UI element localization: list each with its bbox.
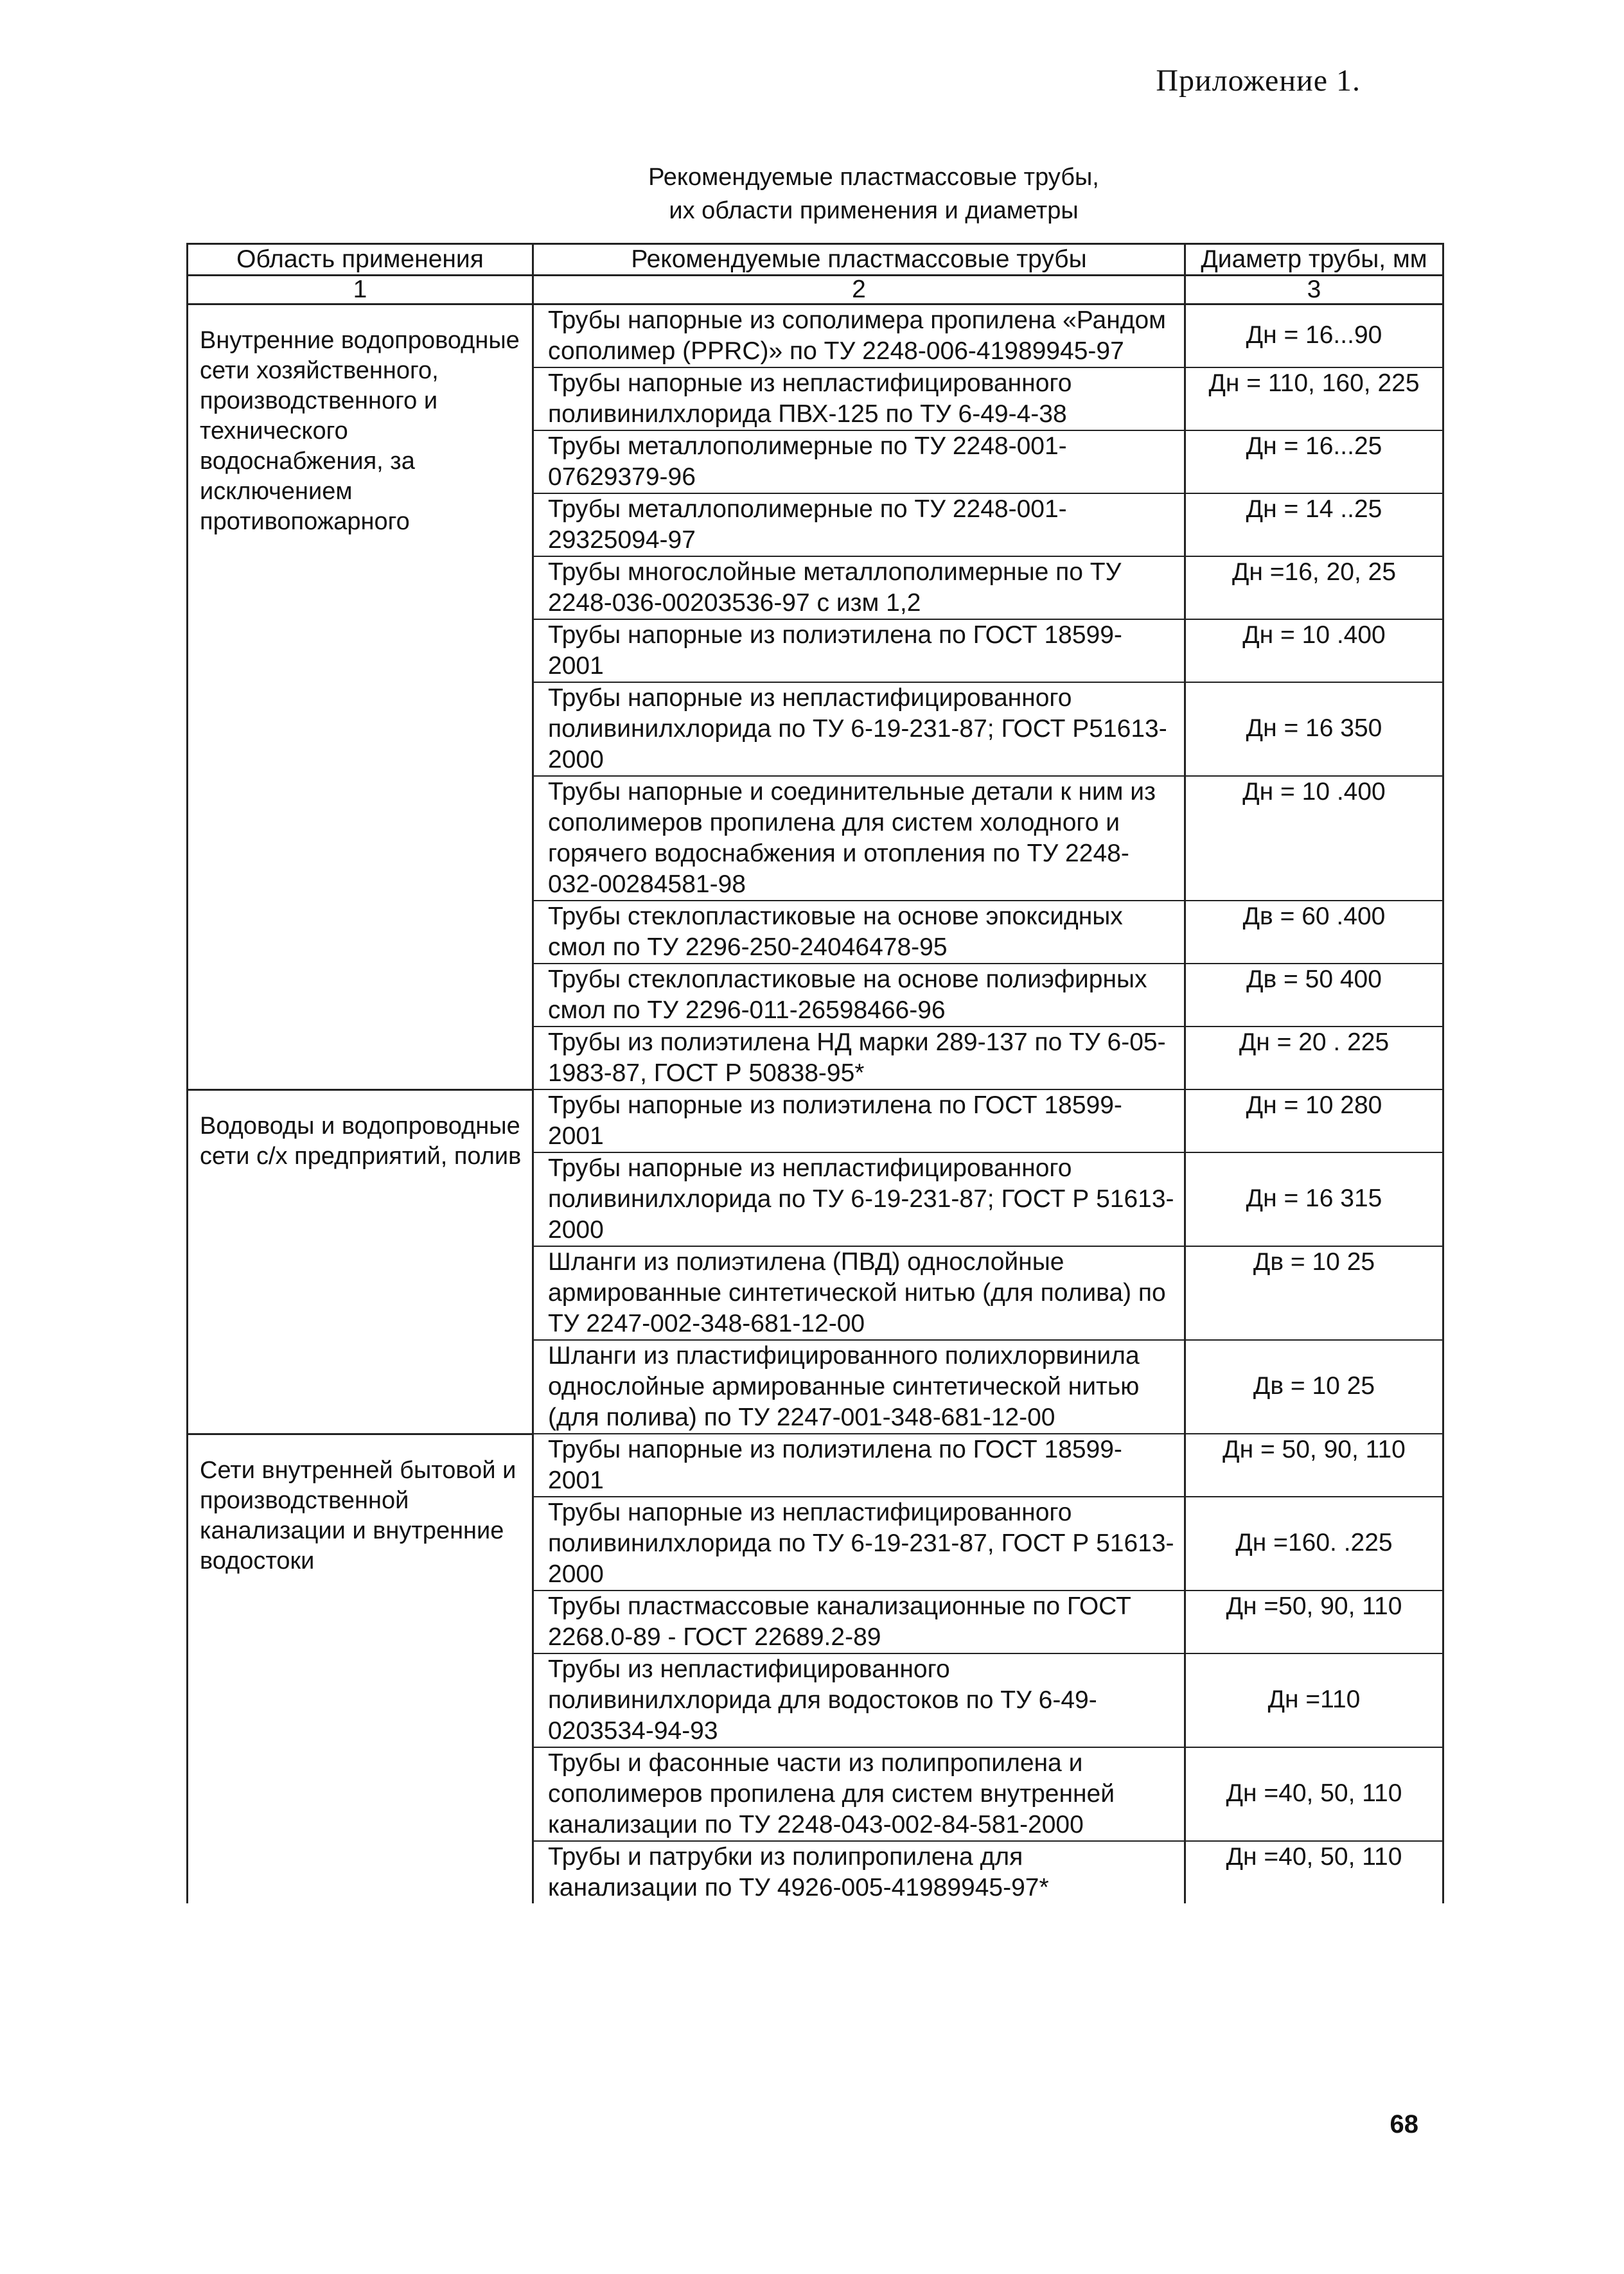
pipes-table — [186, 243, 1444, 1903]
header-pipes: Рекомендуемые пластмассовые трубы — [533, 244, 1185, 276]
page-number: 68 — [1390, 2110, 1418, 2138]
diameter-cell: Дн =40, 50, 110 — [1185, 1841, 1443, 1903]
pipe-cell: Трубы многослойные металлополимерные по ТУ 2248-036-00203536-97 с изм 1,2 — [533, 556, 1185, 619]
header-area: Область применения — [188, 244, 533, 276]
column-number: 1 — [188, 276, 533, 304]
diameter-cell: Дн =110 — [1185, 1653, 1443, 1747]
diameter-cell: Дн = 10 .400 — [1185, 619, 1443, 682]
column-number: 2 — [533, 276, 1185, 304]
table-title-line-1: Рекомендуемые пластмассовые трубы, — [648, 164, 1099, 191]
column-number-row — [188, 276, 1443, 304]
diameter-cell: Дн = 16...25 — [1185, 430, 1443, 493]
pipe-cell: Трубы стеклопластиковые на основе эпоксидных смол по ТУ 2296-250-24046478-95 — [533, 901, 1185, 964]
pipe-cell: Трубы напорные из полиэтилена по ГОСТ 18599-2001 — [533, 1434, 1185, 1497]
pipe-cell: Трубы напорные из непластифицированного поливинилхлорида по ТУ 6-19-231-87; ГОСТ Р51613-2000 — [533, 682, 1185, 776]
pipe-cell: Трубы напорные из полиэтилена по ГОСТ 18599-2001 — [533, 1089, 1185, 1152]
diameter-cell: Дн =16, 20, 25 — [1185, 556, 1443, 619]
pipe-cell: Трубы пластмассовые канализационные по ГОСТ 2268.0-89 - ГОСТ 22689.2-89 — [533, 1591, 1185, 1653]
header-diameter: Диаметр трубы, мм — [1185, 244, 1443, 276]
pipe-cell: Трубы напорные из непластифицированного поливинилхлорида ПВХ-125 по ТУ 6-49-4-38 — [533, 367, 1185, 430]
pipe-cell: Трубы напорные из полиэтилена по ГОСТ 18599-2001 — [533, 619, 1185, 682]
diameter-cell: Дв = 50 400 — [1185, 964, 1443, 1027]
pipe-cell: Трубы стеклопластиковые на основе полиэфирных смол по ТУ 2296-011-26598466-96 — [533, 964, 1185, 1027]
pipe-cell: Шланги из пластифицированного полихлорвинила однослойные армированные синтетической нитью (для полива) по ТУ 2247-001-348-681-12-00 — [533, 1340, 1185, 1434]
diameter-cell: Дн = 20 . 225 — [1185, 1027, 1443, 1089]
column-number: 3 — [1185, 276, 1443, 304]
pipe-cell: Трубы из непластифицированного поливинилхлорида для водостоков по ТУ 6-49-0203534-94-93 — [533, 1653, 1185, 1747]
pipe-cell: Трубы и патрубки из полипропилена для канализации по ТУ 4926-005-41989945-97* — [533, 1841, 1185, 1903]
diameter-cell: Дн = 110, 160, 225 — [1185, 367, 1443, 430]
area-cell: Водоводы и водопроводные сети с/х предприятий, полив — [188, 1089, 533, 1434]
table-header-row — [188, 244, 1443, 276]
pipe-cell: Трубы напорные и соединительные детали к ним из сополимеров пропилена для систем холодного и горячего водоснабжения и отопления по ТУ 2248-032-00284581-98 — [533, 776, 1185, 901]
pipe-cell: Трубы металлополимерные по ТУ 2248-001-29325094-97 — [533, 493, 1185, 556]
table-row — [188, 1434, 1443, 1497]
diameter-cell: Дн = 16 315 — [1185, 1152, 1443, 1246]
table-row — [188, 1089, 1443, 1152]
diameter-cell: Дн =160. .225 — [1185, 1497, 1443, 1591]
diameter-cell: Дв = 60 .400 — [1185, 901, 1443, 964]
diameter-cell: Дв = 10 25 — [1185, 1246, 1443, 1340]
table-row — [188, 304, 1443, 368]
diameter-cell: Дн =50, 90, 110 — [1185, 1591, 1443, 1653]
table-title-line-2: их области применения и диаметры — [669, 197, 1079, 224]
diameter-cell: Дн = 10 280 — [1185, 1089, 1443, 1152]
diameter-cell: Дн =40, 50, 110 — [1185, 1747, 1443, 1841]
diameter-cell: Дн = 16 350 — [1185, 682, 1443, 776]
pipe-cell: Трубы из полиэтилена НД марки 289-137 по ТУ 6-05-1983-87, ГОСТ Р 50838-95* — [533, 1027, 1185, 1089]
appendix-label: Приложение 1. — [1156, 64, 1361, 98]
pipe-cell: Шланги из полиэтилена (ПВД) однослойные армированные синтетической нитью (для полива) по ТУ 2247-002-348-681-12-00 — [533, 1246, 1185, 1340]
diameter-cell: Дн = 14 ..25 — [1185, 493, 1443, 556]
pipe-cell: Трубы напорные из сополимера пропилена «Рандом сополимер (PPRC)» по ТУ 2248-006-41989945-97 — [533, 304, 1185, 368]
pipe-cell: Трубы и фасонные части из полипропилена и сополимеров пропилена для систем внутренней канализации по ТУ 2248-043-002-84-581-2000 — [533, 1747, 1185, 1841]
diameter-cell: Дн = 10 .400 — [1185, 776, 1443, 901]
pipe-cell: Трубы напорные из непластифицированного поливинилхлорида по ТУ 6-19-231-87; ГОСТ Р 51613-2000 — [533, 1152, 1185, 1246]
diameter-cell: Дв = 10 25 — [1185, 1340, 1443, 1434]
table-title — [578, 161, 1169, 227]
area-cell: Внутренние водопроводные сети хозяйственного, производственного и технического водоснабжения, за исключением противопожарного — [188, 304, 533, 1090]
pipe-cell: Трубы напорные из непластифицированного поливинилхлорида по ТУ 6-19-231-87, ГОСТ Р 51613-2000 — [533, 1497, 1185, 1591]
area-cell: Сети внутренней бытовой и производственной канализации и внутренние водостоки — [188, 1434, 533, 1903]
diameter-cell: Дн = 50, 90, 110 — [1185, 1434, 1443, 1497]
diameter-cell: Дн = 16...90 — [1185, 304, 1443, 368]
pipe-cell: Трубы металлополимерные по ТУ 2248-001-07629379-96 — [533, 430, 1185, 493]
